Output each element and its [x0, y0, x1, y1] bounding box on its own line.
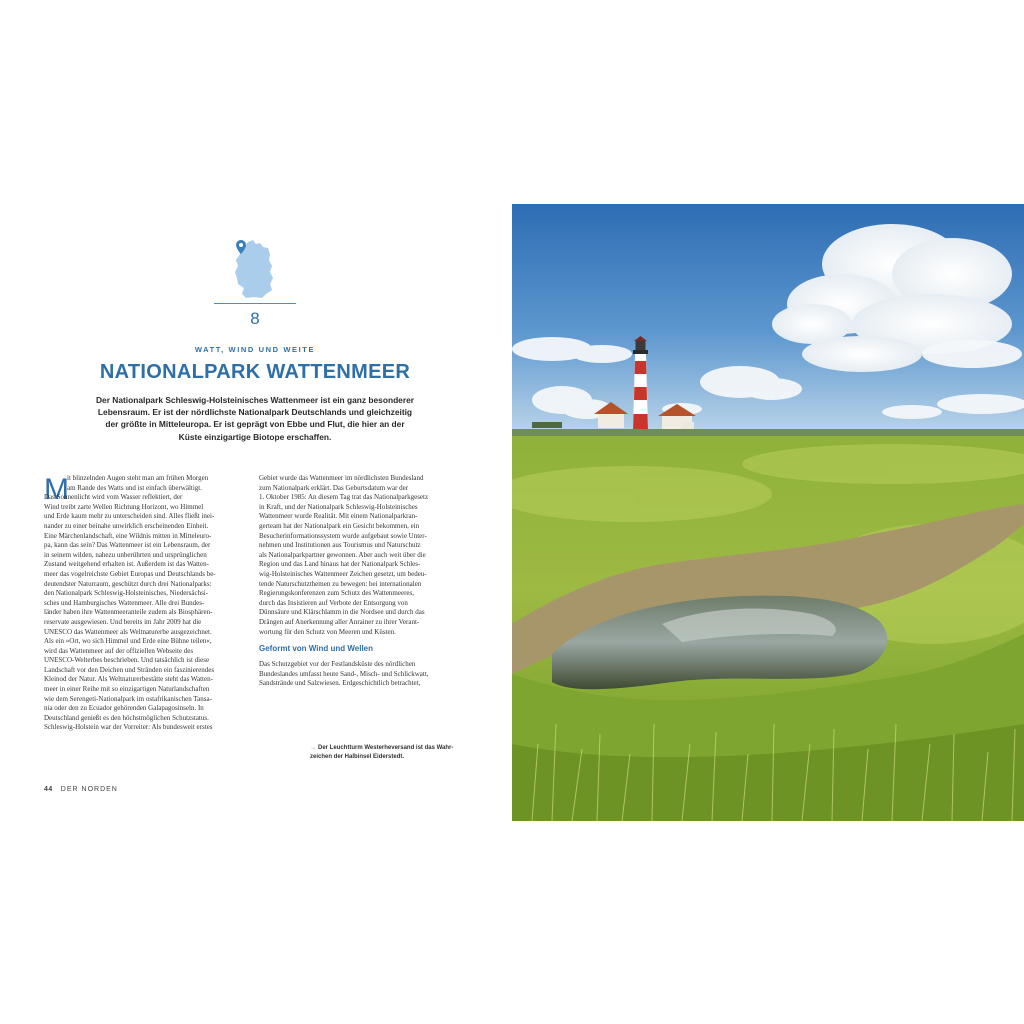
body-text-line: zum Nationalpark erklärt. Das Geburtsdatum war der: [259, 483, 409, 492]
photo-caption: [310, 744, 480, 761]
body-text-line: nander zu einer beinahe unwirklich erscheinenden Einheit.: [44, 521, 209, 530]
body-text-line: gerteam hat der Nationalpark ein Gesicht bekommen, ein: [259, 521, 420, 530]
arrow-right-icon: →: [310, 745, 316, 751]
section-name: DER NORDEN: [60, 786, 118, 793]
body-text-line: Zustand weitgehend erhalten ist. Außerdem ist das Watten-: [44, 560, 209, 569]
body-text-line: Wattenmeer wurde Realität. Mit einem Nationalparkran-: [259, 512, 418, 521]
body-text-line: Landschaft vor den Deichen und Stränden ein faszinierendes: [44, 665, 215, 674]
section-subheading: Geformt von Wind und Wellen: [259, 644, 373, 654]
body-text-line: Als ein »Ort, wo sich Himmel und Erde eine Bühne teilen«,: [44, 637, 212, 646]
body-text-line: Regierungskonferenzen zum Schutz des Wattenmeeres,: [259, 589, 415, 598]
body-text-line: UNESCO das Wattenmeer als Weltnaturerbe ausgezeichnet.: [44, 627, 212, 636]
body-text-line: wig-Holsteinisches Wattenmeer Zeichen gesetzt, um bedeu-: [259, 569, 427, 578]
body-text-line: UNESCO-Welterbes beschrieben. Und tatsächlich ist diese: [44, 656, 210, 665]
drop-cap: M: [44, 473, 69, 506]
body-text-line: länder haben ihre Wattenmeeranteile zudem als Biosphären-: [44, 608, 213, 617]
body-text-line: Sandstrände und Salzwiesen. Erdgeschichtlich betrachtet,: [259, 679, 421, 688]
body-text-line: pa, kann das sein? Das Wattenmeer ist ein Lebensraum, der: [44, 541, 211, 550]
chapter-divider: [214, 303, 296, 304]
lead-line: Der Nationalpark Schleswig-Holsteinisches Wattenmeer ist ein ganz besonderer: [95, 395, 415, 405]
body-text-line: Dünnsäure und Klärschlamm in die Nordsee und durch das: [259, 608, 425, 617]
body-text-line: in seinem wilden, nahezu unberührten und ursprünglichen: [44, 550, 207, 559]
page-title: NATIONALPARK WATTENMEER: [99, 361, 411, 383]
page-number: 44: [44, 786, 53, 793]
caption-line: zeichen der Halbinsel Eiderstedt.: [310, 753, 405, 760]
body-text-line: nehmen und Institutionen aus Tourismus und Naturschutz: [259, 541, 421, 550]
lead-line: Küste einzigartige Biotope erschaffen.: [178, 431, 332, 442]
lead-paragraph: [80, 394, 430, 443]
body-text-line: meer das vogelreichste Gebiet Europas und Deutschlands be-: [44, 569, 216, 578]
lighthouse-landscape-illustration: [512, 204, 1024, 821]
body-text-line: tende Naturschutzthemen zu bewegen: bei internationalen: [259, 579, 422, 588]
body-text-line: wie dem Serengeti-Nationalpark im ostafrikanischen Tansa-: [44, 694, 212, 703]
body-text-line: Eine Märchenlandschaft, eine Wildnis mitten in Mitteleuro-: [44, 531, 212, 540]
body-text-line: deutendster Naturraum, geschützt durch drei Nationalparks:: [44, 579, 212, 588]
lead-line: Lebensraum. Er ist der nördlichste Nationalpark Deutschlands und gleichzeitig: [97, 407, 413, 418]
chapter-number: 8: [250, 309, 260, 328]
body-text-line: sches und Hamburgisches Wattenmeer. Alle drei Bundes-: [44, 598, 205, 607]
body-text-line: Kleinod der Natur. Als Weltnaturerbestätte steht das Watten-: [44, 675, 213, 684]
chapter-kicker: WATT, WIND UND WEITE: [194, 345, 316, 354]
body-text-line: wird das Wattenmeer auf der offiziellen Webseite des: [44, 646, 194, 655]
body-column-right-part-1: [259, 474, 475, 637]
body-column-right: [259, 474, 475, 689]
body-text-line: den Nationalpark Schleswig-Holsteinisches, Niedersächsi-: [44, 589, 209, 598]
body-text-line: Bundeslandes umfasst heute Sand-, Misch- und Schlickwatt,: [259, 669, 429, 678]
location-pin-icon: [236, 240, 246, 254]
body-text-line: durch das Insistieren auf Verbote der Entsorgung von: [259, 598, 408, 607]
body-text-line: Besucherinformationssystem wurde aufgebaut sowie Unter-: [259, 531, 427, 540]
page-footer: [44, 786, 118, 793]
body-text-line: it blinzelnden Augen steht man am frühen Morgen: [67, 474, 209, 482]
body-text-line: reservate ausgewiesen. Und bereits im Jahr 2009 hat die: [44, 617, 202, 626]
body-text-line: in Kraft, und der Nationalpark Schleswig-Holsteinisches: [259, 502, 418, 511]
lighthouse-photo: [512, 204, 1024, 821]
body-column-left: [44, 474, 256, 733]
body-text-line: Gebiet wurde das Wattenmeer im nördlichsten Bundesland: [259, 474, 424, 482]
body-text-line: Region und das Land hinaus hat der Nationalpark Schles-: [259, 560, 421, 569]
body-text-line: am Rande des Watts und ist einfach überwältigt.: [67, 483, 202, 492]
body-text-line: meer in einer Reihe mit so einzigartigen Naturlandschaften: [44, 685, 210, 694]
caption-line: Der Leuchtturm Westerheversand ist das Wahr-: [318, 745, 454, 751]
body-text-line: Schleswig-Holstein war der Vorreiter: Als bundesweit erstes: [44, 723, 213, 732]
body-text-line: Wind treibt zarte Wellen Richtung Horizont, wo Himmel: [44, 502, 204, 511]
body-text-line: und Erde kaum mehr zu unterscheiden sind. Alles fließt inei-: [44, 512, 215, 521]
body-text-line: Das Sonnenlicht wird vom Wasser reflektiert, der: [44, 493, 183, 502]
body-text-line: nia oder den zu Ecuador gehörenden Galapagosinseln. In: [44, 704, 204, 713]
body-text-line: als Nationalparkpartner gewonnen. Aber auch weit über die: [259, 550, 426, 559]
body-text-line: Drängen auf Anerkennung aller Anrainer zu ihrer Verant-: [259, 617, 420, 626]
body-text-line: Deutschland genießt es den höchstmöglichen Schutzstatus.: [44, 713, 209, 722]
body-column-right-part-2: [259, 660, 475, 689]
body-text-line: wortung für den Schutz von Meeren und Küsten.: [259, 627, 396, 636]
lead-line: der größte in Mitteleuropa. Er ist geprägt von Ebbe und Flut, die hier an der: [105, 419, 405, 430]
body-text-line: 1. Oktober 1985: An diesem Tag trat das Nationalparkgesetz: [259, 493, 429, 502]
body-text-line: Das Schutzgebiet vor der Festlandsküste des nördlichen: [259, 660, 416, 669]
